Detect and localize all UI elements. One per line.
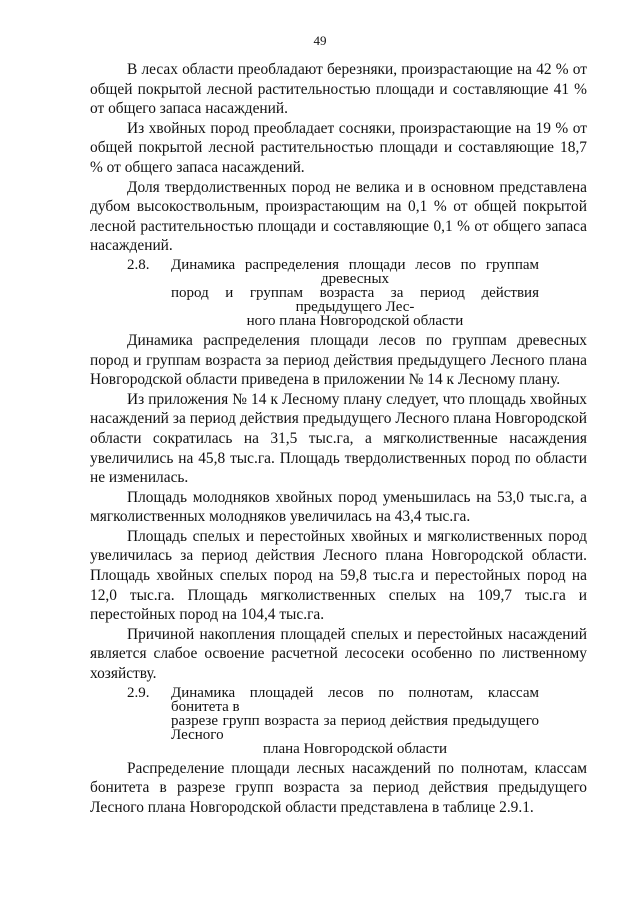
- section-number: 2.9.: [127, 684, 150, 701]
- paragraph-appendix-14: Из приложения № 14 к Лесному плану следует, что площадь хвойных насаждений за период действия предыдущего Лесного плана Новгородской области сократилась на 31,5 тыс.га, а мягколиственные насаждения увеличились на 45,8 тыс.га. Площадь твердолиственных пород по области не изменилась.: [90, 390, 587, 487]
- page-number: 49: [313, 33, 327, 48]
- paragraph-birch: В лесах области преобладают березняки, произрастающие на 42 % от общей покрытой лесной растительностью площади и составляющие 41 % от общего запаса насаждений.: [90, 61, 587, 118]
- section-number: 2.8.: [127, 256, 150, 273]
- paragraph-pine: Из хвойных пород преобладает сосняки, произрастающие на 19 % от общей покрытой лесной растительностью площади и составляющие 18,7 % от общего запаса насаждений.: [90, 119, 587, 176]
- paragraph-hardwood: Доля твердолиственных пород не велика и в основном представлена дубом высокоствольным, произрастающим на 0,1 % от общей покрытой лесной растительностью площади и составляющие 0,1 % от общего запаса насаждений.: [90, 178, 587, 255]
- section-title-line: ного плана Новгородской области: [246, 312, 464, 329]
- section-heading-2-8: [90, 258, 587, 328]
- paragraph-young-stands: Площадь молодняков хвойных пород уменьшилась на 53,0 тыс.га, а мягколиственных молодняков увеличилась на 43,4 тыс.га.: [90, 488, 587, 526]
- section-title: [171, 258, 587, 328]
- page-content: [90, 60, 587, 817]
- section-heading-2-9: [90, 686, 587, 756]
- paragraph-accumulation-cause: Причиной накопления площадей спелых и перестойных насаждений является слабое освоение расчетной лесосеки особенно по лиственному хозяйству.: [90, 625, 587, 683]
- section-title-line: плана Новгородской области: [262, 740, 448, 757]
- paragraph-mature-stands: Площадь спелых и перестойных хвойных и мягколиственных пород увеличилась за период действия Лесного плана Новгородской области. Площадь хвойных спелых пород на 59,8 тыс.га и перестойных пород на 12,0 тыс.га. Площадь мягколиственных спелых на 109,7 тыс.га и перестойных пород на 104,4 тыс.га.: [90, 527, 587, 624]
- paragraph-table-reference: Распределение площади лесных насаждений по полнотам, классам бонитета в разрезе групп возраста за период действия предыдущего Лесного плана Новгородской области представлена в таблице 2.9.1.: [90, 759, 587, 816]
- section-title-line: пород и группам возраста за период действия предыдущего Лес-: [171, 284, 539, 315]
- paragraph-dynamics-intro: Динамика распределения площади лесов по группам древесных пород и группам возраста за период действия предыдущего Лесного плана Новгородской области приведена в приложении № 14 к Лесному плану.: [90, 331, 587, 389]
- section-title-line: разрезе групп возраста за период действия предыдущего Лесного: [171, 712, 539, 743]
- section-title-line: Динамика площадей лесов по полнотам, классам бонитета в: [171, 684, 539, 715]
- section-title: [171, 686, 587, 756]
- section-title-line: Динамика распределения площади лесов по группам древесных: [171, 256, 539, 287]
